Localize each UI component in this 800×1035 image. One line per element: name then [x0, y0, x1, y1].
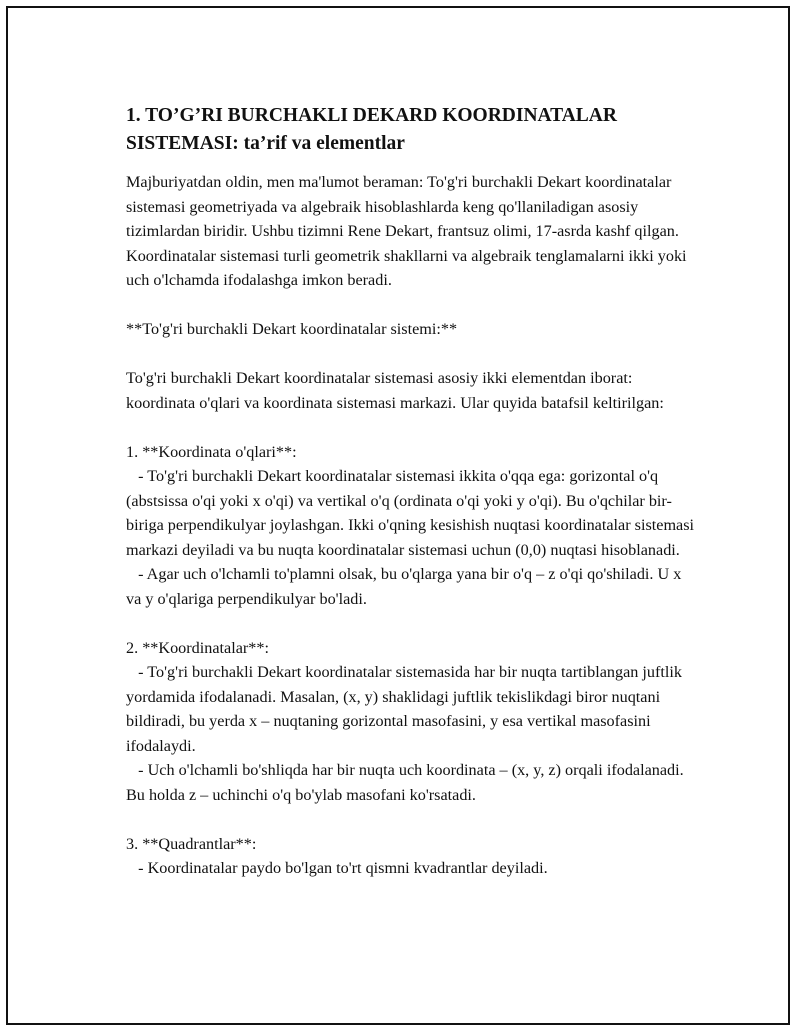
list-item-quadrants: 3. **Quadrantlar**: - Koordinatalar paydo bo'lgan to'rt qismni kvadrantlar deyiladi. [126, 834, 548, 877]
document-body [126, 102, 698, 881]
list-item-coordinates: 2. **Koordinatalar**: - To'g'ri burchakli Dekart koordinatalar sistemasida har bir nuqta tartiblangan juftlik yordamida ifodalanadi. Masalan, (x, y) shaklidagi juftlik tekislikdagi biror nuqtani bildiradi, bu yerda x – nuqtaning gorizontal masofasini, y esa vertikal masofasini ifodalaydi. - Uch o'lchamli bo'shliqda har bir nuqta uch koordinata – (x, y, z) orqali ifodalanadi. Bu holda z – uchinchi o'q bo'ylab masofani ko'rsatadi. [126, 638, 684, 804]
paragraph-spacer [126, 611, 698, 636]
paragraph-spacer [126, 415, 698, 440]
paragraph-spacer [126, 342, 698, 367]
paragraph-spacer [126, 807, 698, 832]
paragraph-intro: Majburiyatdan oldin, men ma'lumot beraman: To'g'ri burchakli Dekart koordinatalar sistemasi geometriyada va algebraik hisoblashlarda keng qo'llaniladigan asosiy tizimlardan biridir. Ushbu tizimni Rene Dekart, frantsuz olimi, 17-asrda kashf qilgan. Koordinatalar sistemasi turli geometrik shakllarni va algebraik tenglamalarni ikki yoki uch o'lchamda ifodalashga imkon beradi. [126, 173, 691, 289]
paragraph-spacer [126, 293, 698, 318]
page-frame [6, 6, 790, 1025]
document-title: 1. TO’G’RI BURCHAKLI DEKARD KOORDINATALAR SISTEMASI: ta’rif va elementlar [126, 105, 617, 154]
paragraph-elements: To'g'ri burchakli Dekart koordinatalar sistemasi asosiy ikki elementdan iborat: koordinata o'qlari va koordinata sistemasi markazi. Ular quyida batafsil keltirilgan: [126, 369, 664, 412]
list-item-axes: 1. **Koordinata o'qlari**: - To'g'ri burchakli Dekart koordinatalar sistemasi ikkita o'qqa ega: gorizontal o'q (abstsissa o'qi yoki x o'qi) va vertikal o'q (ordinata o'qi yoki y o'qi). Bu o'qchilar bir-biriga perpendikulyar joylashgan. Ikki o'qning kesishish nuqtasi koordinatalar sistemasi markazi deyiladi va bu nuqta koordinatalar sistemasi uchun (0,0) nuqtasi hisoblanadi. - Agar uch o'lchamli to'plamni olsak, bu o'qlarga yana bir o'q – z o'qi qo'shiladi. U x va y o'qlariga perpendikulyar bo'ladi. [126, 442, 695, 608]
paragraph-heading-system: **To'g'ri burchakli Dekart koordinatalar sistemi:** [126, 320, 458, 338]
